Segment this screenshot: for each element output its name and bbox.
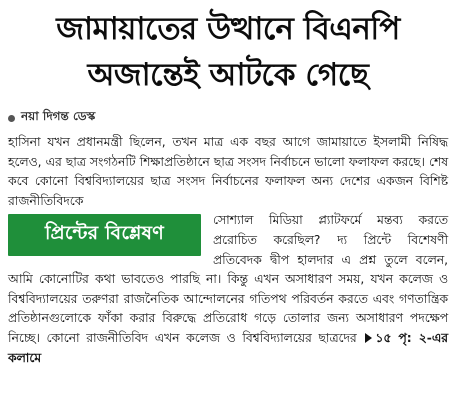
- headline: [8, 6, 448, 98]
- triangle-bullet-icon: [365, 333, 372, 343]
- body-text-intro: হাসিনা যখন প্রধানমন্ত্রী ছিলেন, তখন মাত্র এক বছর আগে জামায়াতে ইসলামী নিষিদ্ধ হলেও, এর ছাত্র সংগঠনটি শিক্ষাপ্রতিষ্ঠানে ছাত্র সংসদ নির্বাচনে ভালো ফলাফল করছে। শেষ কবে কোনো বিশ্ববিদ্যালয়ের ছাত্র সংসদ নির্বাচনের ফলাফল অন্য দেশের একজন বিশিষ্ট রাজনীতিবিদকে: [8, 135, 448, 208]
- body-text-continued: সোশ্যাল মিডিয়া প্ল্যাটফর্মে মন্তব্য করতে প্ররোচিত করেছিল? দ্য প্রিন্টে বিশেষণী প্রতিবেদক দ্বীপ হালদার এ প্রশ্ন তুলে বলেন, আমি কোনোটির কথা ভাবতেও পারছি না। কিন্তু এখন অসাধারণ সময়, যখন কলেজ ও বিশ্ববিদ্যালয়ের তরুণরা রাজনৈতিক আন্দোলনের গতিপথ পরিবর্তন করতে এবং গণতান্ত্রিক প্রতিষ্ঠানগুলোকে ফাঁকা করার বিরুদ্ধে প্রতিরোধ গড়ে তোলার জন্য অসাধারণ পদক্ষেপ নিচ্ছে। কোনো রাজনীতিবিদ এখন কলেজ ও বিশ্ববিদ্যালয়ের ছাত্রদের: [8, 213, 448, 345]
- continuation-reference: ১৫ পৃ: ২-এর কলামে: [8, 330, 448, 365]
- analysis-label-box: প্রিন্টের বিশ্লেষণ: [8, 214, 201, 256]
- byline-text: নয়া দিগন্ত ডেস্ক: [21, 109, 96, 123]
- headline-line-1: জামায়াতের উত্থানে বিএনপি: [56, 11, 400, 47]
- headline-line-2: অজান্তেই আটকে গেছে: [87, 57, 369, 93]
- body-paragraph-1: [8, 133, 448, 211]
- article-body: [8, 133, 448, 368]
- byline: [8, 107, 448, 129]
- bullet-icon: [8, 115, 15, 122]
